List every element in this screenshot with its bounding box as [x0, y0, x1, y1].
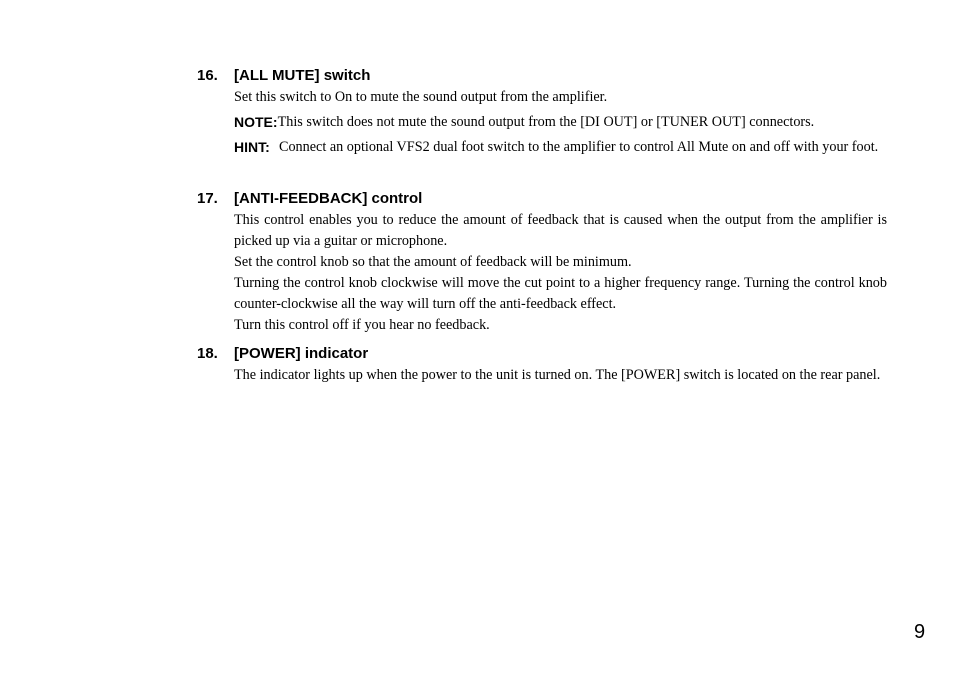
- note-text: This switch does not mute the sound output from the [DI OUT] or [TUNER OUT] connectors.: [277, 114, 815, 130]
- section-title: [ALL MUTE] switch: [234, 67, 371, 84]
- section-title: [ANTI-FEEDBACK] control: [234, 190, 423, 207]
- section-number: 17.: [197, 190, 218, 207]
- paragraph: Set the control knob so that the amount of feedback will be minimum.: [234, 254, 632, 270]
- hint-text: Connect an optional VFS2 dual foot switch to the amplifier to control All Mute on and off with your foot.: [279, 139, 879, 155]
- hint-label: HINT:: [234, 139, 270, 155]
- section-heading: [197, 345, 887, 363]
- section-heading: [197, 190, 887, 208]
- section-body: [234, 210, 887, 336]
- paragraph: The indicator lights up when the power to the unit is turned on. The [POWER] switch is located on the rear panel.: [234, 367, 881, 383]
- hint-block: [234, 137, 887, 158]
- section-power-indicator: [197, 345, 887, 386]
- section-body: [234, 87, 887, 158]
- paragraph: Set this switch to On to mute the sound output from the amplifier.: [234, 89, 608, 105]
- note-label: NOTE:: [234, 114, 278, 130]
- section-number: 18.: [197, 345, 218, 362]
- note-block: [234, 112, 887, 133]
- paragraph: This control enables you to reduce the amount of feedback that is caused when the output from the amplifier is picked up via a guitar or microphone.: [234, 212, 887, 249]
- section-anti-feedback-control: [197, 190, 887, 336]
- section-all-mute-switch: [197, 67, 887, 158]
- paragraph: Turn this control off if you hear no feedback.: [234, 317, 490, 333]
- section-number: 16.: [197, 67, 218, 84]
- section-heading: [197, 67, 887, 85]
- section-body: [234, 365, 887, 386]
- paragraph: Turning the control knob clockwise will move the cut point to a higher frequency range. Turning the control knob counter-clockwise all the way will turn off the anti-feedback effect.: [234, 275, 887, 312]
- page-number: 9: [914, 621, 926, 643]
- section-title: [POWER] indicator: [234, 345, 369, 362]
